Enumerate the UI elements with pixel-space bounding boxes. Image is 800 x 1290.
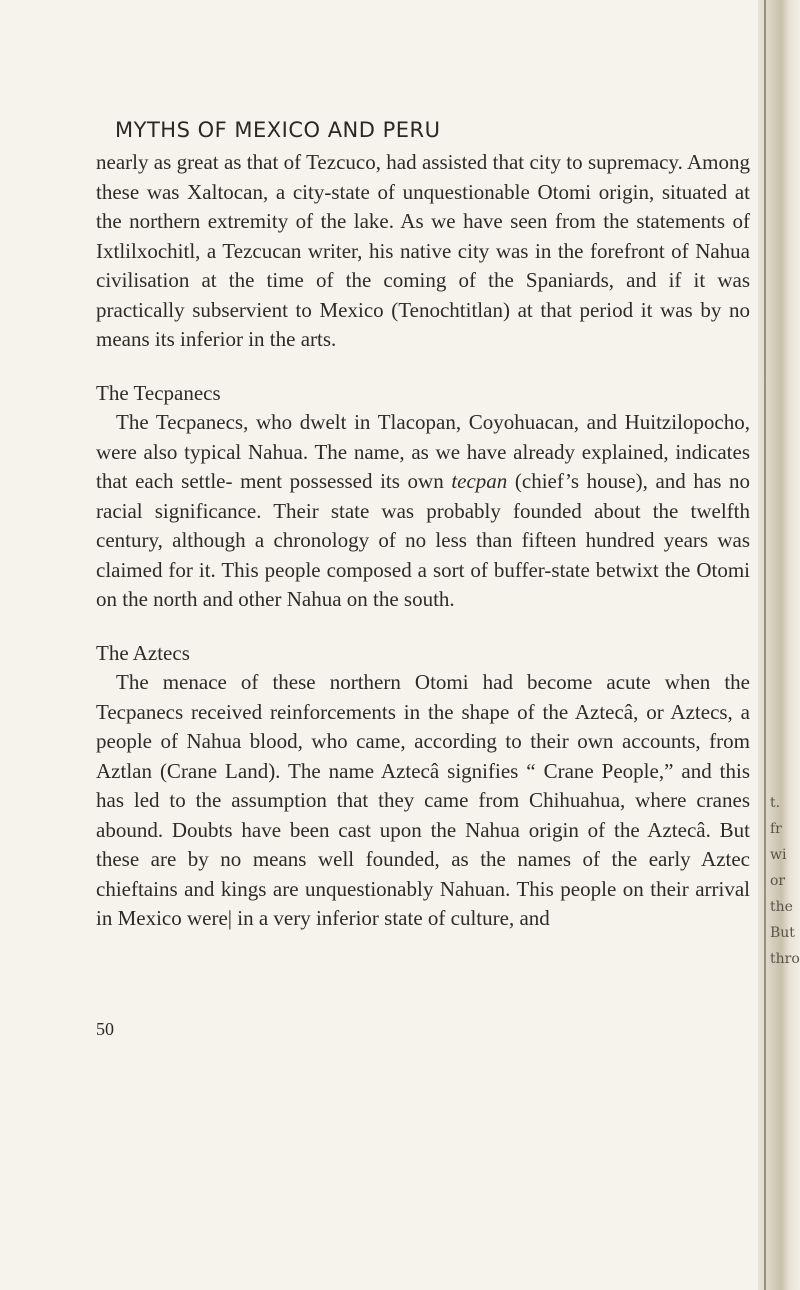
gutter-letter: wi	[770, 847, 787, 863]
gutter-letter: thro	[770, 951, 800, 967]
facing-page-letters	[770, 790, 800, 972]
gutter-letter: or	[770, 873, 786, 889]
section-heading-aztecs: The Aztecs	[96, 640, 190, 665]
gutter-letter: the	[770, 899, 793, 915]
gutter-letter: But	[770, 925, 795, 941]
aztecs-text: The menace of these northern Otomi had become acute when the Tecpanecs received reinforcements in the shape of the Aztecâ, or Aztecs, a people of Nahua blood, who came, according to their own accounts, from Aztlan (Crane Land). The name Aztecâ signifies “ Crane People,” and this has led to the assumption that they came from Chihuahua, where cranes abound. Doubts have been cast upon the Nahua origin of the Aztecâ. But these are by no means well founded, as the names of the early Aztec chieftains and kings are unquestionably Nahuan. This people on their arrival in Mexico were| in a very inferior state of culture, and	[96, 670, 750, 930]
section-heading-tecpanecs: The Tecpanecs	[96, 380, 221, 405]
tecpan-term: tecpan	[451, 469, 508, 493]
body-text	[96, 148, 750, 934]
opening-paragraph: nearly as great as that of Tezcuco, had assisted that city to supremacy. Among these was Xaltocan, a city-state of unquestionable Otomi origin, situated at the northern extremity of the lake. As we have seen from the statements of Ixtlilxochitl, a Tezcucan writer, his native city was in the forefront of Nahua civilisation at the time of the coming of the Spaniards, and if it was practically subservient to Mexico (Tenochtitlan) at that period it was by no means its inferior in the arts.	[96, 150, 750, 351]
page-fold-line	[764, 0, 766, 1290]
section-body-tecpanecs	[96, 408, 750, 615]
tecpanecs-text-end: (chief’s house), and has no racial significance. Their state was probably founded about the twelfth century, although a chronology of no less than fifteen hundred years was claimed for it. This people composed a sort of buffer-state betwixt the Otomi on the north and other Nahua on the south.	[96, 469, 750, 611]
running-head: MYTHS OF MEXICO AND PERU	[115, 118, 441, 142]
page-number: 50	[96, 1019, 114, 1039]
gutter-letter: t.	[770, 795, 781, 811]
gutter-letter: fr	[770, 821, 782, 837]
tecpanecs-text-start: The Tecpanecs, who dwelt in Tlacopan, Coyohuacan, and Huitzilopocho, were also typical Nahua. The name, as we have already explained, indicates that each settle- ment possessed its own	[96, 410, 750, 493]
section-body-aztecs	[96, 668, 750, 934]
